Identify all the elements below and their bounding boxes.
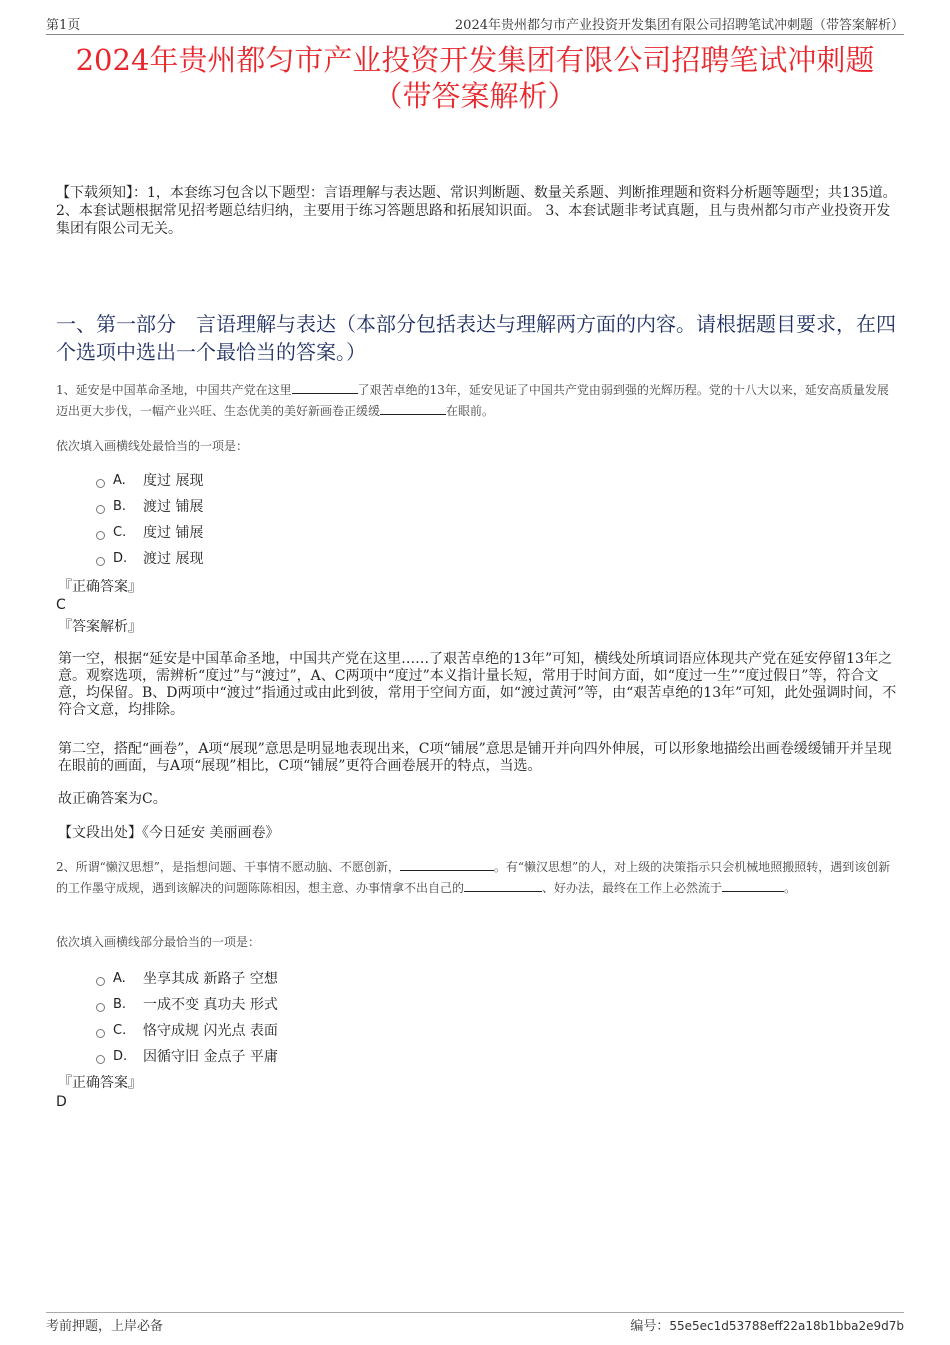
option-key: D. bbox=[113, 550, 128, 566]
option-key: B. bbox=[113, 498, 127, 514]
q2-text-part-d: 。 bbox=[784, 881, 797, 895]
option-text: 度过 展现 bbox=[143, 473, 204, 489]
page-footer bbox=[46, 1312, 904, 1335]
option-text: 渡过 铺展 bbox=[143, 499, 204, 515]
fill-blank bbox=[464, 878, 542, 892]
correct-answer-value: C bbox=[56, 597, 66, 613]
option-key: A. bbox=[113, 970, 126, 986]
correct-answer-value: D bbox=[56, 1094, 67, 1110]
question-2-prompt: 依次填入画横线部分最恰当的一项是： bbox=[56, 935, 261, 949]
question-2-options bbox=[96, 965, 278, 1069]
question-2-text bbox=[56, 857, 900, 899]
answer-analysis-label: 『答案解析』 bbox=[58, 619, 142, 635]
fill-blank bbox=[380, 401, 446, 415]
radio-icon[interactable] bbox=[96, 1055, 105, 1064]
option-a[interactable] bbox=[96, 965, 278, 991]
code-value: 55e5ec1d53788eff22a18b1bba2e9d7b bbox=[669, 1319, 904, 1333]
title-line-2: （带答案解析） bbox=[373, 79, 577, 113]
option-text: 因循守旧 金点子 平庸 bbox=[143, 1049, 278, 1065]
radio-icon[interactable] bbox=[96, 531, 105, 540]
option-d[interactable] bbox=[96, 545, 203, 571]
q2-text-part-c: 、好办法，最终在工作上必然流于 bbox=[542, 881, 723, 895]
section-heading: 一、第一部分 言语理解与表达（本部分包括表达与理解两方面的内容。请根据题目要求，在四个选项中选出一个最恰当的答案。） bbox=[56, 312, 896, 364]
option-key: A. bbox=[113, 472, 126, 488]
option-text: 恪守成规 闪光点 表面 bbox=[143, 1023, 278, 1039]
radio-icon[interactable] bbox=[96, 1029, 105, 1038]
download-notice: 【下载须知】：1，本套练习包含以下题型：言语理解与表达题、常识判断题、数量关系题、判断推理题和资料分析题等题型；共135道。 2、本套试题根据常见招考题总结归纳，主要用于练习答题思路和拓展知识面。 3、本套试题非考试真题，且与贵州都匀市产业投资开发集团有限公司无关。 bbox=[56, 185, 897, 237]
question-1-text bbox=[56, 380, 900, 422]
option-key: B. bbox=[113, 996, 127, 1012]
header-doc-title: 2024年贵州都匀市产业投资开发集团有限公司招聘笔试冲刺题（带答案解析） bbox=[454, 18, 904, 33]
option-b[interactable] bbox=[96, 493, 203, 519]
page-header bbox=[46, 14, 904, 35]
option-key: D. bbox=[113, 1048, 128, 1064]
q2-text-part-a: 2、所谓“懒汉思想”，是指想问题、干事情不愿动脑、不愿创新， bbox=[56, 860, 400, 874]
correct-answer-label: 『正确答案』 bbox=[58, 1075, 142, 1091]
option-c[interactable] bbox=[96, 519, 203, 545]
option-c[interactable] bbox=[96, 1017, 278, 1043]
analysis-paragraph-2: 第二空，搭配“画卷”，A项“展现”意思是明显地表现出来，C项“铺展”意思是铺开并向四外伸展，可以形象地描绘出画卷缓缓铺开并呈现在眼前的画面，与A项“展现”相比，C项“铺展”更符合画卷展开的特点，当选。 bbox=[58, 741, 892, 774]
option-b[interactable] bbox=[96, 991, 278, 1017]
radio-icon[interactable] bbox=[96, 505, 105, 514]
q1-text-part-b: 了艰苦卓绝的13年，延安见证了中国共产党由弱到强的光辉历程。党的十八大以来，延安高质量发展迈出更大步伐，一幅产业兴旺、生态优美的美好新画卷正缓缓 bbox=[56, 383, 889, 418]
fill-blank bbox=[722, 878, 784, 892]
option-a[interactable] bbox=[96, 467, 203, 493]
q1-text-part-c: 在眼前。 bbox=[446, 404, 495, 418]
document-title bbox=[46, 42, 904, 114]
radio-icon[interactable] bbox=[96, 479, 105, 488]
option-key: C. bbox=[113, 1022, 127, 1038]
passage-source: 【文段出处】《今日延安 美丽画卷》 bbox=[58, 825, 280, 841]
option-text: 渡过 展现 bbox=[143, 551, 204, 567]
fill-blank bbox=[292, 380, 358, 394]
option-key: C. bbox=[113, 524, 127, 540]
question-1-options bbox=[96, 467, 203, 571]
q1-text-part-a: 1、延安是中国革命圣地，中国共产党在这里 bbox=[56, 383, 292, 397]
option-text: 坐享其成 新路子 空想 bbox=[143, 971, 278, 987]
page-number: 第1页 bbox=[46, 18, 81, 33]
fill-blank bbox=[400, 857, 494, 871]
correct-answer-label: 『正确答案』 bbox=[58, 579, 142, 595]
radio-icon[interactable] bbox=[96, 1003, 105, 1012]
analysis-paragraph-1: 第一空，根据“延安是中国革命圣地，中国共产党在这里……了艰苦卓绝的13年”可知，横线处所填词语应体现共产党在延安停留13年之意。观察选项，需辨析“度过”与“渡过”，A、C两项中“度过”本义指计量长短，常用于时间方面，如“度过一生”“度过假日”等，符合文意，均保留。B、D两项中“渡过”指通过或由此到彼，常用于空间方面，如“渡过黄河”等，由“艰苦卓绝的13年”可知，此处强调时间，不符合文意，均排除。 bbox=[58, 651, 897, 718]
option-text: 一成不变 真功夫 形式 bbox=[143, 997, 278, 1013]
option-d[interactable] bbox=[96, 1043, 278, 1069]
title-line-1: 2024年贵州都匀市产业投资开发集团有限公司招聘笔试冲刺题 bbox=[75, 43, 875, 77]
analysis-conclusion: 故正确答案为C。 bbox=[58, 791, 167, 807]
q2-text-part-b: 。有“懒汉思想”的人，对上级的决策指示只会机械地照搬照转，遇到该创新的工作墨守成规，遇到该解决的问题陈陈相因，想主意、办事情拿不出自己的 bbox=[56, 860, 891, 895]
code-label: 编号： bbox=[630, 1319, 670, 1334]
radio-icon[interactable] bbox=[96, 557, 105, 566]
radio-icon[interactable] bbox=[96, 977, 105, 986]
footer-slogan: 考前押题，上岸必备 bbox=[46, 1319, 164, 1334]
option-text: 度过 铺展 bbox=[143, 525, 204, 541]
footer-doc-code bbox=[630, 1315, 904, 1334]
question-1-prompt: 依次填入画横线处最恰当的一项是： bbox=[56, 439, 249, 453]
